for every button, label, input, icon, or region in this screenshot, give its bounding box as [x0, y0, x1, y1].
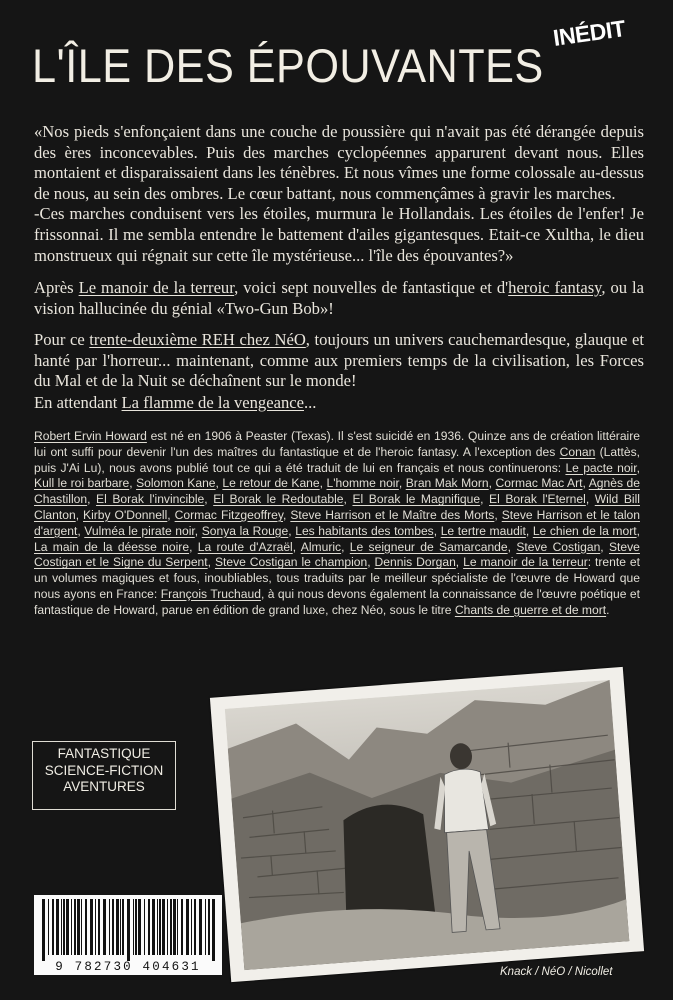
poems-title[interactable]: Chants de guerre et de mort	[454, 602, 607, 617]
published-title[interactable]: L'homme noir	[326, 476, 399, 491]
excerpt-block	[34, 122, 644, 266]
published-title[interactable]: Steve Costigan	[516, 539, 601, 554]
barcode-bar	[77, 899, 80, 955]
previous-title-link[interactable]: Le manoir de la terreur	[78, 278, 235, 297]
title-separator: ,	[636, 523, 640, 538]
genre-fantastique: FANTASTIQUE	[57, 746, 151, 761]
published-title[interactable]: Dennis Dorgan	[374, 555, 456, 570]
excerpt-paragraph-1: «Nos pieds s'enfonçaient dans une couche de poussière qui n'avait pas été dérangée depuis des ères inconcevables. Puis des marches cyclopéennes apparurent devant nous. Elles montaient et disparaissaient dans les ténèbres. Et nous vîmes une forme colossale au-dessus de nous, au sein des ombres. Le cœur battant, nous commençâmes à gravir les marches.	[34, 122, 644, 203]
title-separator: ,	[480, 492, 490, 507]
conan-link[interactable]: Conan	[559, 444, 596, 459]
title-separator: ,	[75, 507, 84, 522]
barcode-bar	[122, 899, 124, 955]
barcode-bar	[103, 899, 106, 955]
next-title-paragraph	[34, 393, 644, 414]
excerpt-paragraph-2: -Ces marches conduisent vers les étoiles, murmura le Hollandais. Les étoiles de l'enfer! Je frissonnai. Il me sembla entendre le battement d'ailes gigantesques. Etait-ce Xultha, le dieu monstrueux qui régnait sur cette île mystérieuse... l'île des épouvantes?»	[34, 204, 644, 265]
title-separator: ,	[194, 523, 202, 538]
series-paragraph	[34, 330, 644, 392]
published-title[interactable]: Almuric	[300, 539, 342, 554]
barcode-bar	[112, 899, 114, 955]
published-title[interactable]: Bran Mak Morn	[405, 476, 489, 491]
title-separator: ,	[433, 523, 441, 538]
genre-box	[32, 741, 176, 810]
bio-text: .	[606, 602, 610, 617]
barcode-bars	[34, 895, 222, 961]
published-title[interactable]: La route d'Azraël	[197, 539, 293, 554]
barcode-bar	[116, 899, 119, 955]
genre-aventures: AVENTURES	[63, 779, 145, 794]
title-separator: ,	[283, 507, 291, 522]
published-title[interactable]: La main de la déesse noire	[34, 539, 190, 554]
barcode-bar	[81, 899, 82, 955]
published-title[interactable]: Steve Harrison et le talon d'argent	[34, 507, 640, 538]
barcode-bar	[109, 899, 110, 955]
title-separator: ,	[189, 539, 198, 554]
bio-text: est né en 1906 à Peaster (Texas). Il s'est suicidé en 1936. Quinze ans de création littéraire lui ont suffi pour devenir l'un des maîtres du fantastique et de l'heroic fantasy. A l'exception des	[34, 429, 640, 459]
published-title[interactable]: Cormac Mac Art	[495, 476, 583, 491]
publisher-credit: Knack / NéO / Nicollet	[500, 966, 613, 978]
barcode-bar	[63, 899, 65, 955]
published-title[interactable]: Le retour de Kane	[222, 476, 320, 491]
published-title[interactable]: Sonya la Rouge	[201, 523, 289, 538]
heroic-fantasy-link[interactable]: heroic fantasy	[508, 278, 602, 297]
barcode-bar	[98, 899, 100, 955]
barcode-bar	[52, 899, 54, 955]
title-separator: ,	[455, 555, 464, 570]
barcode-bar	[90, 899, 93, 955]
barcode-bar	[85, 899, 87, 955]
barcode-bar	[144, 899, 145, 955]
intro-paragraph	[34, 278, 644, 319]
barcode-bar	[56, 899, 59, 955]
barcode-bar	[159, 899, 161, 955]
genre-science-fiction: SCIENCE-FICTION	[44, 762, 164, 778]
series-text: Pour ce	[34, 330, 90, 349]
published-title[interactable]: Le pacte noir	[565, 460, 637, 475]
title-separator: ,	[636, 460, 640, 475]
published-title[interactable]: El Borak le Magnifique	[352, 492, 481, 507]
book-title: L'ÎLE DES ÉPOUVANTES	[32, 39, 544, 92]
published-title[interactable]: Steve Costigan et le Signe du Serpent	[34, 539, 640, 570]
barcode-bar	[181, 899, 183, 955]
barcode-bar	[71, 899, 72, 955]
published-title[interactable]: El Borak l'invincible	[96, 492, 205, 507]
bio-text: (Lattès, puis J'Ai Lu), nous avons publié tout ce qui a été traduit de lui en français et nous continuerons:	[34, 444, 640, 475]
barcode-bar	[173, 899, 176, 955]
barcode-bar	[138, 899, 141, 955]
barcode-bar	[135, 899, 137, 955]
title-separator: ,	[343, 492, 353, 507]
barcode-bar	[148, 899, 150, 955]
published-title[interactable]: Steve Costigan le champion	[214, 555, 368, 570]
barcode-bar	[212, 899, 215, 961]
unpublished-badge: INÉDIT	[551, 15, 627, 51]
title-separator: ,	[204, 492, 214, 507]
published-title[interactable]: Steve Harrison et le Maître des Morts	[290, 507, 495, 522]
barcode-bar	[120, 899, 121, 955]
title-separator: ,	[494, 507, 502, 522]
title-separator: ,	[207, 555, 215, 570]
barcode-bar	[133, 899, 134, 955]
barcode-bar	[208, 899, 210, 955]
title-separator: ,	[87, 492, 97, 507]
published-title[interactable]: Kirby O'Donnell	[83, 507, 168, 522]
intro-text: Après	[34, 278, 79, 297]
barcode-bar	[66, 899, 69, 955]
title-separator: ,	[319, 476, 327, 491]
next-text: ...	[303, 393, 317, 412]
title-separator: ,	[215, 476, 223, 491]
translator-name[interactable]: François Truchaud	[160, 586, 261, 601]
published-title[interactable]: Le manoir de la terreur	[463, 555, 588, 570]
barcode-bar	[205, 899, 206, 955]
author-photo	[210, 667, 644, 982]
series-number-link[interactable]: trente-deuxième REH chez NéO	[89, 330, 306, 349]
published-title[interactable]: Vulméa le pirate noir	[84, 523, 195, 538]
published-titles-list	[34, 461, 640, 570]
author-bio	[34, 429, 640, 619]
barcode-bar	[74, 899, 76, 955]
next-text: En attendant	[34, 393, 122, 412]
published-title[interactable]: Le tertre maudit	[440, 523, 526, 538]
title-separator: ,	[398, 476, 406, 491]
barcode-bar	[162, 899, 165, 955]
title-separator: ,	[292, 539, 301, 554]
title-separator: ,	[341, 539, 350, 554]
published-title[interactable]: Les habitants des tombes	[295, 523, 434, 538]
intro-text: , voici sept nouvelles de fantastique et d'	[234, 278, 509, 297]
barcode-bar	[177, 899, 178, 955]
isbn-barcode	[34, 895, 222, 975]
barcode-bar	[170, 899, 172, 955]
title-separator: ,	[367, 555, 375, 570]
barcode-bar	[152, 899, 155, 955]
published-title[interactable]: Le seigneur de Samarcande	[349, 539, 508, 554]
published-title[interactable]: Cormac Fitzgeoffrey	[174, 507, 284, 522]
intro-text: , ou la vision hallucinée du génial «Two-Gun Bob»!	[34, 278, 645, 318]
published-title[interactable]: El Borak le Redoutable	[213, 492, 344, 507]
published-title[interactable]: Wild Bill Clanton	[34, 492, 640, 522]
title-separator: ,	[585, 492, 595, 507]
bio-text: : trente et un volumes magiques et fous, inoubliables, tous traduits par le meilleur spécialiste de l'œuvre de Howard que nous ayons en France:	[34, 555, 640, 601]
barcode-bar	[127, 899, 130, 961]
barcode-bar	[167, 899, 168, 955]
title-separator: ,	[507, 539, 517, 554]
title-separator: ,	[77, 523, 85, 538]
next-title-link[interactable]: La flamme de la vengeance	[121, 393, 304, 412]
isbn-number: 9 782730 404631	[55, 960, 201, 974]
barcode-bar	[194, 899, 196, 955]
published-title[interactable]: El Borak l'Eternel	[489, 492, 586, 507]
series-text: , toujours un univers cauchemardesque, glauque et hanté par l'horreur... maintenant, comme aux premiers temps de la civilisation, les Forces du Mal et de la Nuit se déchaînent sur le monde!	[34, 330, 644, 391]
title-separator: ,	[167, 507, 175, 522]
title-separator: ,	[288, 523, 296, 538]
title-separator: ,	[525, 523, 533, 538]
barcode-bar	[95, 899, 96, 955]
barcode-bar	[186, 899, 189, 955]
barcode-bar	[48, 899, 49, 955]
title-separator: ,	[488, 476, 496, 491]
bio-text: , à qui nous devons également la connaissance de l'œuvre poétique et fantastique de Howard, parue en édition de grand luxe, chez Néo, sous le titre	[34, 586, 640, 617]
published-title[interactable]: Agnès de Chastillon	[34, 476, 640, 507]
title-separator: ,	[129, 476, 137, 491]
barcode-bar	[61, 899, 62, 955]
author-name[interactable]: Robert Ervin Howard	[34, 429, 147, 443]
published-title[interactable]: Kull le roi barbare	[34, 476, 130, 491]
barcode-bar	[42, 899, 45, 961]
barcode-bar	[157, 899, 158, 955]
published-title[interactable]: Le chien de la mort	[532, 523, 637, 538]
barcode-bar	[199, 899, 202, 955]
title-separator: ,	[582, 476, 589, 491]
title-separator: ,	[600, 539, 609, 554]
published-title[interactable]: Solomon Kane	[136, 476, 216, 491]
barcode-bar	[191, 899, 192, 955]
author-photo-image	[225, 680, 630, 970]
